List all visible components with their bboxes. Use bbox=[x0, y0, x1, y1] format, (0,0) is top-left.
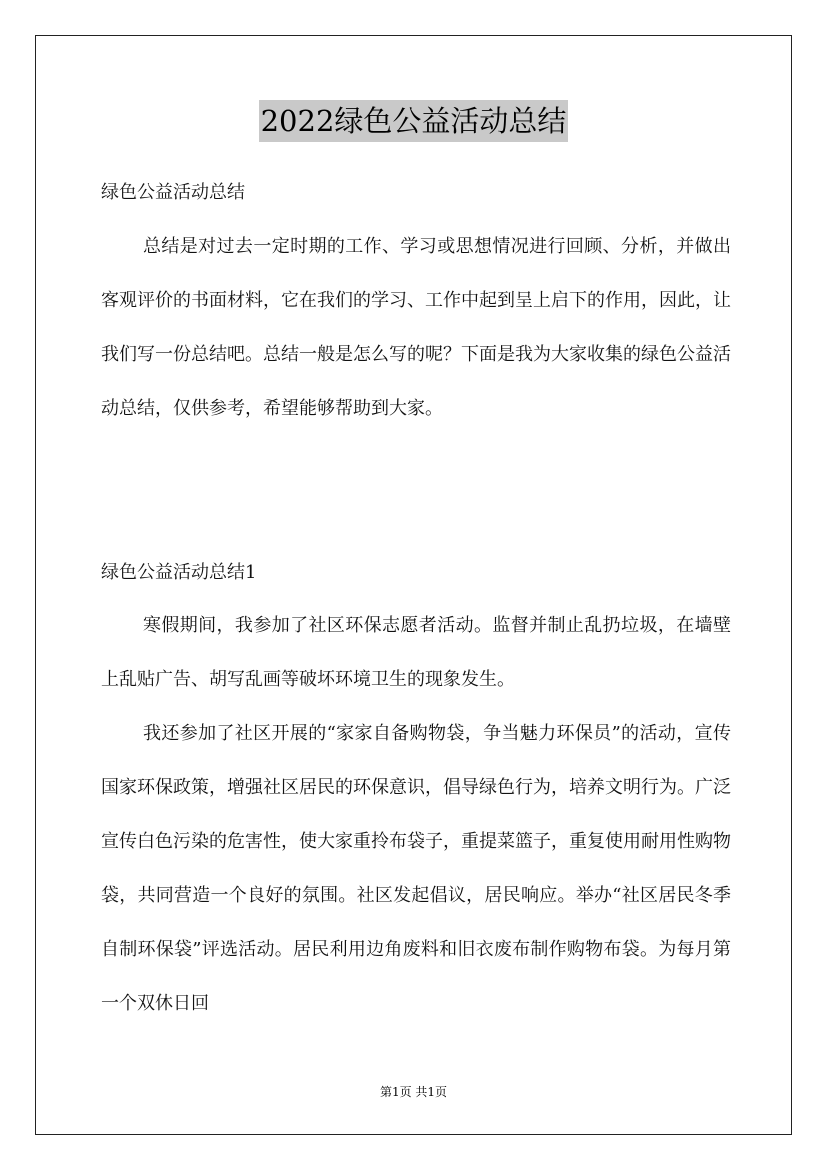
body-paragraph-1: 寒假期间，我参加了社区环保志愿者活动。监督并制止乱扔垃圾，在墙壁上乱贴广告、胡写乱画等破坏环境卫生的现象发生。 bbox=[101, 615, 731, 690]
document-title: 2022绿色公益活动总结 bbox=[259, 100, 569, 142]
page-footer: 第1页 共1页 bbox=[379, 1085, 448, 1099]
document-title-block bbox=[0, 100, 827, 142]
intro-paragraph: 总结是对过去一定时期的工作、学习或思想情况进行回顾、分析，并做出客观评价的书面材料，它在我们的学习、工作中起到呈上启下的作用，因此，让我们写一份总结吧。总结一般是怎么写的呢？下面是我为大家收集的绿色公益活动总结，仅供参考，希望能够帮助到大家。 bbox=[101, 236, 731, 419]
body-paragraph-2: 我还参加了社区开展的“家家自备购物袋，争当魅力环保员”的活动，宣传国家环保政策，增强社区居民的环保意识，倡导绿色行为，培养文明行为。广泛宣传白色污染的危害性，使大家重拎布袋子，重提菜篮子，重复使用耐用性购物袋，共同营造一个良好的氛围。社区发起倡议，居民响应。举办“社区居民冬季自制环保袋”评选活动。居民利用边角废料和旧衣废布制作购物布袋。为每月第一个双休日回 bbox=[101, 723, 731, 1014]
section-heading: 绿色公益活动总结1 bbox=[101, 562, 257, 583]
document-subtitle: 绿色公益活动总结 bbox=[101, 182, 245, 203]
